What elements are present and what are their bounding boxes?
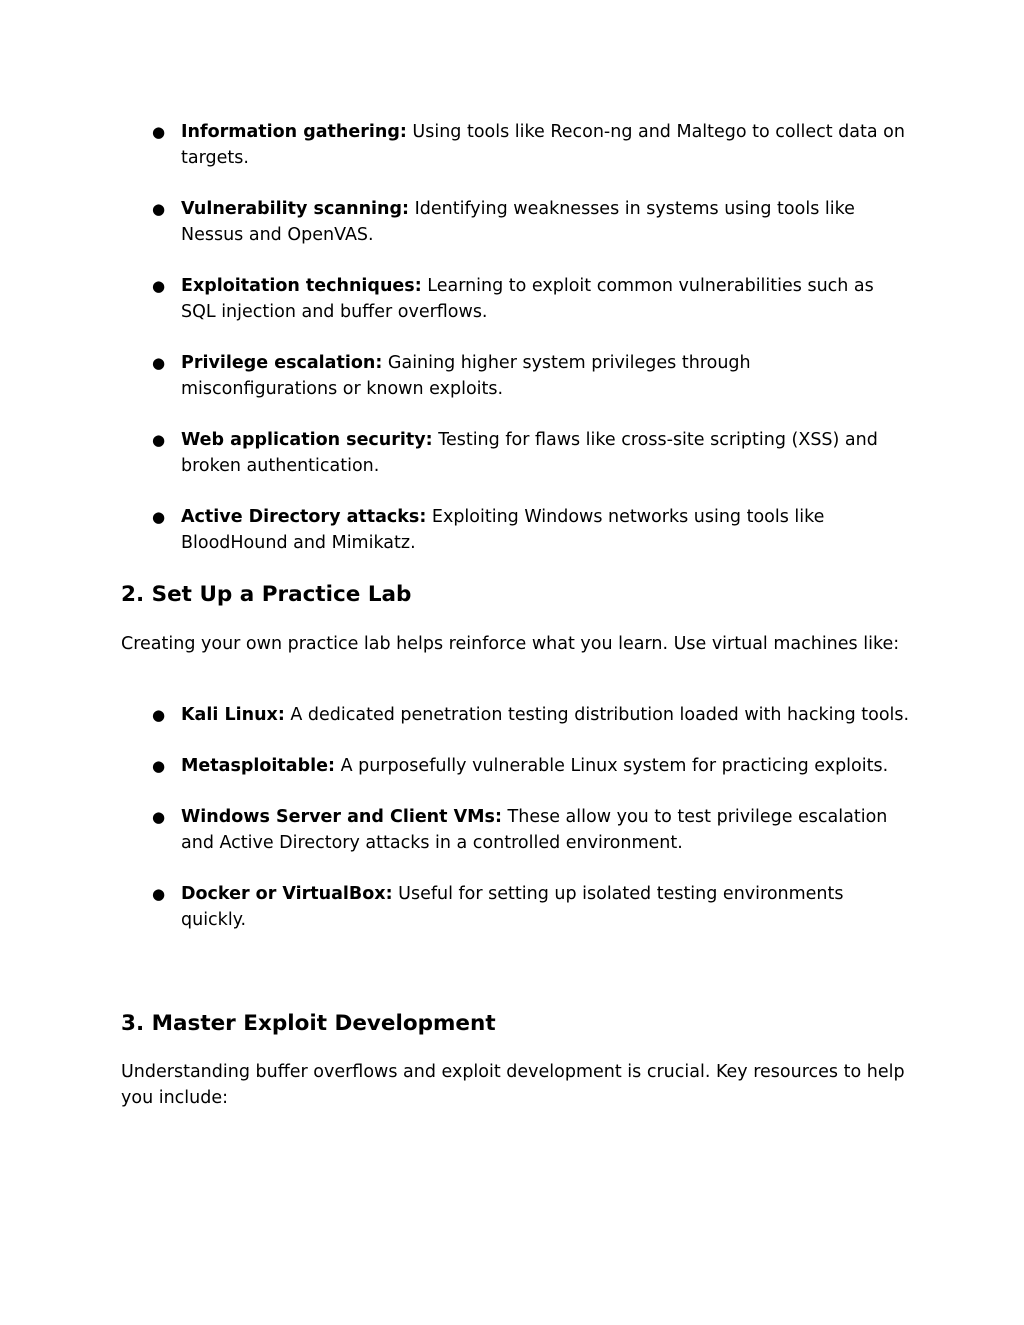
section-intro-practice-lab: Creating your own practice lab helps reinforce what you learn. Use virtual machines like: [121, 634, 900, 654]
list-item [121, 119, 911, 171]
list-item [121, 273, 911, 325]
bullet-icon: ● [152, 757, 166, 775]
list-item-text: A dedicated penetration testing distribution loaded with hacking tools. [284, 705, 910, 725]
section-heading-exploit-development: 3. Master Exploit Development [121, 1011, 496, 1036]
list-item-text: Testing for flaws like cross-site scripting (XSS) and broken authentication. [181, 430, 878, 476]
bullet-icon: ● [152, 431, 166, 449]
list-item-text: These allow you to test privilege escalation and Active Directory attacks in a controlled environment. [181, 807, 888, 853]
list-item [121, 702, 911, 728]
list-item [121, 196, 911, 248]
section-heading-practice-lab: 2. Set Up a Practice Lab [121, 582, 412, 607]
list-item-text: A purposefully vulnerable Linux system for practicing exploits. [335, 756, 889, 776]
bullet-icon: ● [152, 808, 166, 826]
list-item [121, 350, 911, 402]
list-item-text: Using tools like Recon-ng and Maltego to collect data on targets. [181, 122, 905, 168]
bullet-icon: ● [152, 123, 166, 141]
section-intro-exploit-development: Understanding buffer overflows and exploit development is crucial. Key resources to help you include: [121, 1062, 905, 1108]
list-item-text: Identifying weaknesses in systems using tools like Nessus and OpenVAS. [181, 199, 855, 245]
list-item-text: Useful for setting up isolated testing environments quickly. [181, 884, 844, 930]
list-item-term: Docker or VirtualBox: [181, 884, 393, 904]
list-item-term: Vulnerability scanning: [181, 199, 410, 219]
list-item [121, 504, 911, 556]
list-item [121, 881, 911, 933]
bullet-icon: ● [152, 508, 166, 526]
list-item [121, 427, 911, 479]
skills-list [121, 119, 911, 556]
list-item-term: Information gathering: [181, 122, 407, 142]
list-item-text: Learning to exploit common vulnerabilities such as SQL injection and buffer overflows. [181, 276, 874, 322]
bullet-icon: ● [152, 885, 166, 903]
list-item-term: Web application security: [181, 430, 433, 450]
lab-tools-list [121, 702, 911, 933]
list-item-term: Active Directory attacks: [181, 507, 427, 527]
list-item [121, 804, 911, 856]
list-item-term: Windows Server and Client VMs: [181, 807, 502, 827]
bullet-icon: ● [152, 200, 166, 218]
list-item-term: Kali Linux: [181, 705, 285, 725]
list-item-term: Privilege escalation: [181, 353, 383, 373]
list-item-term: Exploitation techniques: [181, 276, 422, 296]
bullet-icon: ● [152, 706, 166, 724]
list-item [121, 753, 911, 779]
list-item-text: Exploiting Windows networks using tools like BloodHound and Mimikatz. [181, 507, 825, 553]
bullet-icon: ● [152, 354, 166, 372]
list-item-term: Metasploitable: [181, 756, 335, 776]
list-item-text: Gaining higher system privileges through misconfigurations or known exploits. [181, 353, 751, 399]
bullet-icon: ● [152, 277, 166, 295]
